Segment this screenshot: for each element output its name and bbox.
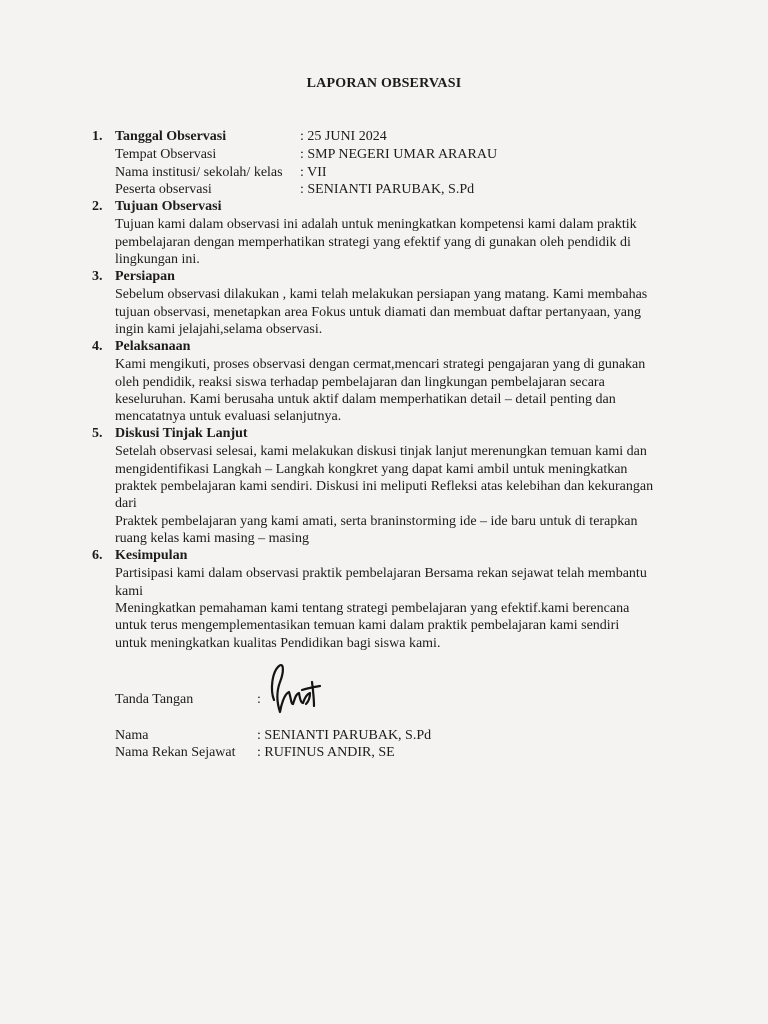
tanda-tangan-label: Tanda Tangan [115, 692, 194, 707]
section-1-heading: Tanggal Observasi [115, 129, 227, 144]
paragraph-line: mencatatnya untuk evaluasi selanjutnya. [115, 409, 342, 424]
tempat-label: Tempat Observasi [115, 147, 217, 162]
peserta-value: : SENIANTI PARUBAK, S.Pd [300, 182, 475, 197]
tanggal-value: : 25 JUNI 2024 [300, 129, 387, 144]
paragraph-line: untuk meningkatkan kualitas Pendidikan bagi siswa kami. [115, 636, 441, 651]
peserta-label: Peserta observasi [115, 182, 212, 197]
paragraph-line: pembelajaran dengan memperhatikan strategi yang efektif yang di gunakan oleh pendidik di [115, 235, 631, 250]
paragraph-line: mengidentifikasi Langkah – Langkah kongkret yang dapat kami ambil untuk meningkatkan [115, 462, 628, 477]
tanda-tangan-colon: : [257, 692, 261, 707]
paragraph-line: Praktek pembelajaran yang kami amati, serta braninstorming ide – ide baru untuk di terapkan [115, 514, 638, 529]
paragraph-line: Setelah observasi selesai, kami melakukan diskusi tinjak lanjut merenungkan temuan kami dan [115, 444, 647, 459]
section-5-heading: Diskusi Tinjak Lanjut [115, 426, 248, 441]
rekan-value: : RUFINUS ANDIR, SE [257, 745, 395, 760]
paragraph-line: praktek pembelajaran kami sendiri. Diskusi ini meliputi Refleksi atas kelebihan dan kekurangan [115, 479, 654, 494]
paragraph-line: ruang kelas kami masing – masing [115, 531, 310, 546]
section-2-number: 2. [92, 199, 103, 214]
section-6-heading: Kesimpulan [115, 548, 188, 563]
section-5-number: 5. [92, 426, 103, 441]
section-1-number: 1. [92, 129, 103, 144]
tempat-value: : SMP NEGERI UMAR ARARAU [300, 147, 498, 162]
institusi-value: : VII [300, 165, 327, 180]
paragraph-line: oleh pendidik, reaksi siswa terhadap pembelajaran dan lingkungan pembelajaran secara [115, 375, 605, 390]
paragraph-line: Kami mengikuti, proses observasi dengan cermat,mencari strategi pengajaran yang di gunakan [115, 357, 646, 372]
nama-label: Nama [115, 728, 149, 743]
paragraph-line: keseluruhan. Kami berusaha untuk aktif dalam memperhatikan detail – detail penting dan [115, 392, 616, 407]
section-6-number: 6. [92, 548, 103, 563]
paragraph-line: Sebelum observasi dilakukan , kami telah melakukan persiapan yang matang. Kami membahas [115, 287, 648, 302]
paragraph-line: Meningkatkan pemahaman kami tentang strategi pembelajaran yang efektif.kami berencana [115, 601, 630, 616]
handwritten-signature [262, 660, 324, 720]
paragraph-line: untuk terus mengemplementasikan temuan kami dalam praktik pembelajaran kami sendiri [115, 618, 620, 633]
paragraph-line: dari [115, 496, 137, 511]
section-4-heading: Pelaksanaan [115, 339, 191, 354]
paragraph-line: kami [115, 584, 143, 599]
document-title: LAPORAN OBSERVASI [306, 76, 462, 91]
paragraph-line: Partisipasi kami dalam observasi praktik pembelajaran Bersama rekan sejawat telah membantu [115, 566, 647, 581]
paragraph-line: ingin kami jelajahi,selama observasi. [115, 322, 323, 337]
section-3-heading: Persiapan [115, 269, 175, 284]
paragraph-line: tujuan observasi, menetapkan area Fokus untuk diamati dan membuat daftar pertanyaan, yang [115, 305, 641, 320]
institusi-label: Nama institusi/ sekolah/ kelas [115, 165, 283, 180]
paragraph-line: lingkungan ini. [115, 252, 200, 267]
paragraph-line: Tujuan kami dalam observasi ini adalah untuk meningkatkan kompetensi kami dalam praktik [115, 217, 637, 232]
section-2-heading: Tujuan Observasi [115, 199, 222, 214]
section-3-number: 3. [92, 269, 103, 284]
section-4-number: 4. [92, 339, 103, 354]
nama-value: : SENIANTI PARUBAK, S.Pd [257, 728, 432, 743]
rekan-label: Nama Rekan Sejawat [115, 745, 236, 760]
